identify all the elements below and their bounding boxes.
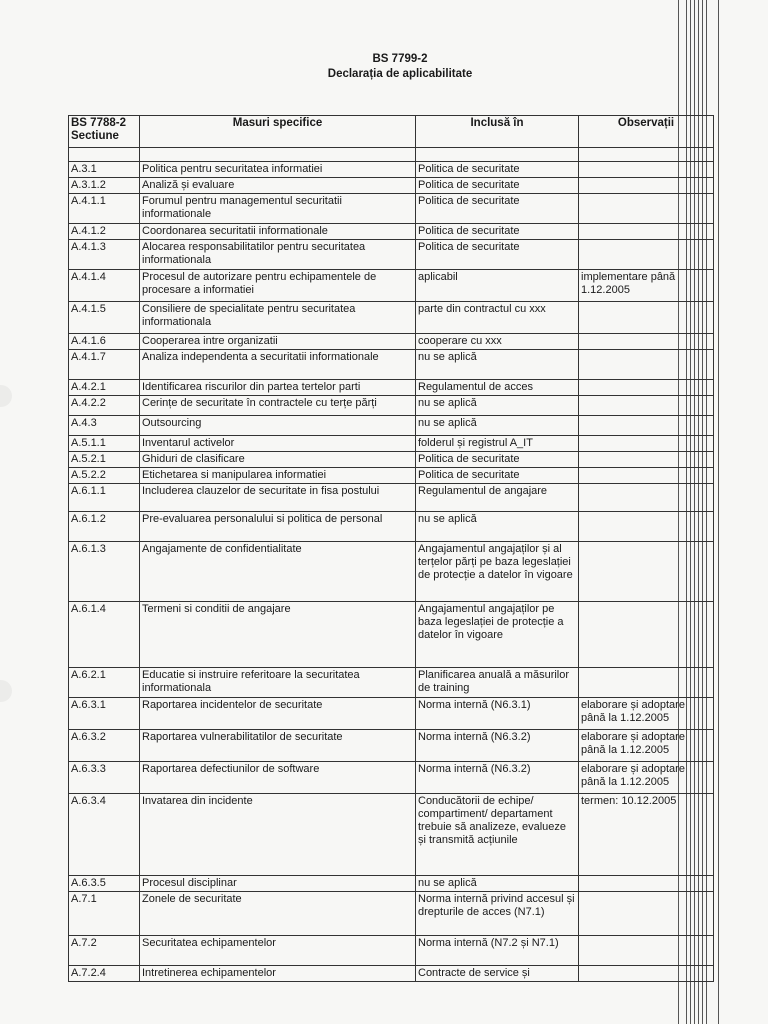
cell-sectiune: A.7.2.4 xyxy=(69,966,140,982)
header-sectiune: BS 7788-2 Sectiune xyxy=(69,116,140,148)
header-inclusa: Inclusă în xyxy=(416,116,579,148)
table-row xyxy=(69,468,714,484)
table-row xyxy=(69,512,714,542)
cell-sectiune: A.4.1.1 xyxy=(69,194,140,224)
cell-observatii xyxy=(579,162,714,178)
table-row xyxy=(69,240,714,270)
cell-inclusa: Norma internă (N6.3.2) xyxy=(416,730,579,762)
header-observatii: Observații xyxy=(579,116,714,148)
cell-sectiune: A.3.1 xyxy=(69,162,140,178)
table-row xyxy=(69,876,714,892)
punch-hole xyxy=(0,680,12,702)
table-row xyxy=(69,148,714,162)
cell-observatii xyxy=(579,966,714,982)
cell-sectiune: A.4.2.2 xyxy=(69,396,140,416)
cell-masuri: Analiza independenta a securitatii informationale xyxy=(140,350,416,380)
cell-masuri: Etichetarea si manipularea informatiei xyxy=(140,468,416,484)
table-row xyxy=(69,794,714,876)
cell-observatii: elaborare și adoptare până la 1.12.2005 xyxy=(579,698,714,730)
cell-inclusa: aplicabil xyxy=(416,270,579,302)
cell-inclusa: Contracte de service și xyxy=(416,966,579,982)
cell-masuri: Coordonarea securitatii informationale xyxy=(140,224,416,240)
cell-inclusa: Politica de securitate xyxy=(416,162,579,178)
cell-inclusa: parte din contractul cu xxx xyxy=(416,302,579,334)
cell-observatii xyxy=(579,380,714,396)
table-row xyxy=(69,602,714,668)
cell-masuri: Cooperarea intre organizatii xyxy=(140,334,416,350)
cell-observatii xyxy=(579,224,714,240)
cell-masuri xyxy=(140,148,416,162)
cell-sectiune: A.6.3.1 xyxy=(69,698,140,730)
cell-observatii xyxy=(579,396,714,416)
cell-inclusa: Politica de securitate xyxy=(416,468,579,484)
table-row xyxy=(69,698,714,730)
document-subtitle: Declarația de aplicabilitate xyxy=(327,68,473,80)
cell-inclusa: Planificarea anuală a măsurilor de training xyxy=(416,668,579,698)
cell-sectiune: A.6.3.2 xyxy=(69,730,140,762)
applicability-table xyxy=(68,115,714,982)
table-row xyxy=(69,270,714,302)
cell-inclusa: Angajamentul angajaților și al terțelor părți pe baza legeslației de protecție a datelor în vigoare xyxy=(416,542,579,602)
cell-sectiune: A.3.1.2 xyxy=(69,178,140,194)
cell-observatii: implementare până 1.12.2005 xyxy=(579,270,714,302)
cell-masuri: Includerea clauzelor de securitate in fisa postului xyxy=(140,484,416,512)
cell-sectiune: A.6.2.1 xyxy=(69,668,140,698)
cell-inclusa: Conducătorii de echipe/ compartiment/ departament trebuie să analizeze, evalueze și transmită acțiunile xyxy=(416,794,579,876)
cell-observatii: elaborare și adoptare până la 1.12.2005 xyxy=(579,730,714,762)
cell-masuri: Securitatea echipamentelor xyxy=(140,936,416,966)
cell-sectiune: A.4.3 xyxy=(69,416,140,436)
cell-masuri: Inventarul activelor xyxy=(140,436,416,452)
cell-sectiune: A.6.1.1 xyxy=(69,484,140,512)
cell-sectiune: A.6.1.2 xyxy=(69,512,140,542)
cell-sectiune: A.6.3.5 xyxy=(69,876,140,892)
cell-sectiune: A.5.1.1 xyxy=(69,436,140,452)
cell-observatii xyxy=(579,240,714,270)
table-row xyxy=(69,396,714,416)
cell-inclusa: Norma internă (N6.3.2) xyxy=(416,762,579,794)
table-row xyxy=(69,380,714,396)
cell-inclusa: Regulamentul de angajare xyxy=(416,484,579,512)
cell-sectiune: A.4.1.6 xyxy=(69,334,140,350)
cell-masuri: Zonele de securitate xyxy=(140,892,416,936)
table-row xyxy=(69,178,714,194)
cell-inclusa: Angajamentul angajaților pe baza legeslației de protecție a datelor în vigoare xyxy=(416,602,579,668)
cell-inclusa: Norma internă (N6.3.1) xyxy=(416,698,579,730)
cell-masuri: Termeni si conditii de angajare xyxy=(140,602,416,668)
cell-observatii xyxy=(579,602,714,668)
table-row xyxy=(69,334,714,350)
cell-masuri: Politica pentru securitatea informatiei xyxy=(140,162,416,178)
cell-sectiune: A.4.1.3 xyxy=(69,240,140,270)
cell-observatii xyxy=(579,148,714,162)
cell-inclusa: Politica de securitate xyxy=(416,224,579,240)
cell-sectiune: A.5.2.2 xyxy=(69,468,140,484)
cell-inclusa: Norma internă privind accesul și drepturile de acces (N7.1) xyxy=(416,892,579,936)
table-row xyxy=(69,350,714,380)
cell-sectiune xyxy=(69,148,140,162)
cell-sectiune: A.4.1.2 xyxy=(69,224,140,240)
cell-sectiune: A.7.2 xyxy=(69,936,140,966)
cell-sectiune: A.7.1 xyxy=(69,892,140,936)
table-row xyxy=(69,416,714,436)
table-row xyxy=(69,668,714,698)
table-row xyxy=(69,762,714,794)
cell-sectiune: A.4.1.5 xyxy=(69,302,140,334)
cell-inclusa: nu se aplică xyxy=(416,876,579,892)
table-row xyxy=(69,302,714,334)
cell-observatii xyxy=(579,468,714,484)
table-row xyxy=(69,966,714,982)
table-header-row xyxy=(69,116,714,148)
cell-observatii xyxy=(579,512,714,542)
cell-inclusa xyxy=(416,148,579,162)
cell-masuri: Forumul pentru managementul securitatii informationale xyxy=(140,194,416,224)
cell-observatii xyxy=(579,416,714,436)
cell-masuri: Procesul de autorizare pentru echipamentele de procesare a informatiei xyxy=(140,270,416,302)
cell-observatii xyxy=(579,892,714,936)
table-row xyxy=(69,162,714,178)
cell-sectiune: A.4.1.4 xyxy=(69,270,140,302)
document-title: BS 7799-2 xyxy=(372,53,428,65)
cell-observatii: termen: 10.12.2005 xyxy=(579,794,714,876)
cell-sectiune: A.6.1.4 xyxy=(69,602,140,668)
cell-inclusa: folderul și registrul A_IT xyxy=(416,436,579,452)
cell-masuri: Cerințe de securitate în contractele cu terțe părți xyxy=(140,396,416,416)
cell-sectiune: A.4.1.7 xyxy=(69,350,140,380)
cell-observatii xyxy=(579,350,714,380)
cell-observatii xyxy=(579,194,714,224)
cell-inclusa: nu se aplică xyxy=(416,350,579,380)
cell-sectiune: A.6.3.3 xyxy=(69,762,140,794)
document-header xyxy=(300,52,500,82)
cell-sectiune: A.6.1.3 xyxy=(69,542,140,602)
cell-inclusa: Norma internă (N7.2 și N7.1) xyxy=(416,936,579,966)
cell-observatii xyxy=(579,452,714,468)
cell-masuri: Educatie si instruire referitoare la securitatea informationala xyxy=(140,668,416,698)
cell-sectiune: A.5.2.1 xyxy=(69,452,140,468)
cell-masuri: Pre-evaluarea personalului si politica de personal xyxy=(140,512,416,542)
cell-inclusa: nu se aplică xyxy=(416,416,579,436)
table-row xyxy=(69,730,714,762)
table-row xyxy=(69,892,714,936)
cell-masuri: Invatarea din incidente xyxy=(140,794,416,876)
cell-masuri: Ghiduri de clasificare xyxy=(140,452,416,468)
cell-sectiune: A.4.2.1 xyxy=(69,380,140,396)
table-row xyxy=(69,436,714,452)
table-row xyxy=(69,542,714,602)
cell-observatii xyxy=(579,936,714,966)
cell-masuri: Analiză și evaluare xyxy=(140,178,416,194)
cell-inclusa: Politica de securitate xyxy=(416,240,579,270)
cell-inclusa: Politica de securitate xyxy=(416,178,579,194)
cell-masuri: Procesul disciplinar xyxy=(140,876,416,892)
cell-masuri: Alocarea responsabilitatilor pentru securitatea informationala xyxy=(140,240,416,270)
cell-observatii xyxy=(579,484,714,512)
table-row xyxy=(69,936,714,966)
cell-masuri: Intretinerea echipamentelor xyxy=(140,966,416,982)
cell-observatii xyxy=(579,178,714,194)
punch-hole xyxy=(0,385,12,407)
cell-inclusa: Regulamentul de acces xyxy=(416,380,579,396)
cell-masuri: Angajamente de confidentialitate xyxy=(140,542,416,602)
cell-masuri: Identificarea riscurilor din partea tertelor parti xyxy=(140,380,416,396)
cell-masuri: Raportarea defectiunilor de software xyxy=(140,762,416,794)
table-row xyxy=(69,484,714,512)
cell-inclusa: cooperare cu xxx xyxy=(416,334,579,350)
cell-observatii xyxy=(579,876,714,892)
cell-sectiune: A.6.3.4 xyxy=(69,794,140,876)
table-row xyxy=(69,194,714,224)
header-masuri: Masuri specifice xyxy=(140,116,416,148)
cell-inclusa: Politica de securitate xyxy=(416,452,579,468)
cell-observatii xyxy=(579,302,714,334)
cell-inclusa: nu se aplică xyxy=(416,512,579,542)
cell-masuri: Raportarea incidentelor de securitate xyxy=(140,698,416,730)
cell-masuri: Raportarea vulnerabilitatilor de securitate xyxy=(140,730,416,762)
cell-masuri: Consiliere de specialitate pentru securitatea informationala xyxy=(140,302,416,334)
cell-observatii xyxy=(579,542,714,602)
table-row xyxy=(69,452,714,468)
cell-masuri: Outsourcing xyxy=(140,416,416,436)
cell-inclusa: nu se aplică xyxy=(416,396,579,416)
cell-observatii xyxy=(579,334,714,350)
cell-observatii xyxy=(579,668,714,698)
table-row xyxy=(69,224,714,240)
cell-observatii xyxy=(579,436,714,452)
cell-observatii: elaborare și adoptare până la 1.12.2005 xyxy=(579,762,714,794)
cell-inclusa: Politica de securitate xyxy=(416,194,579,224)
